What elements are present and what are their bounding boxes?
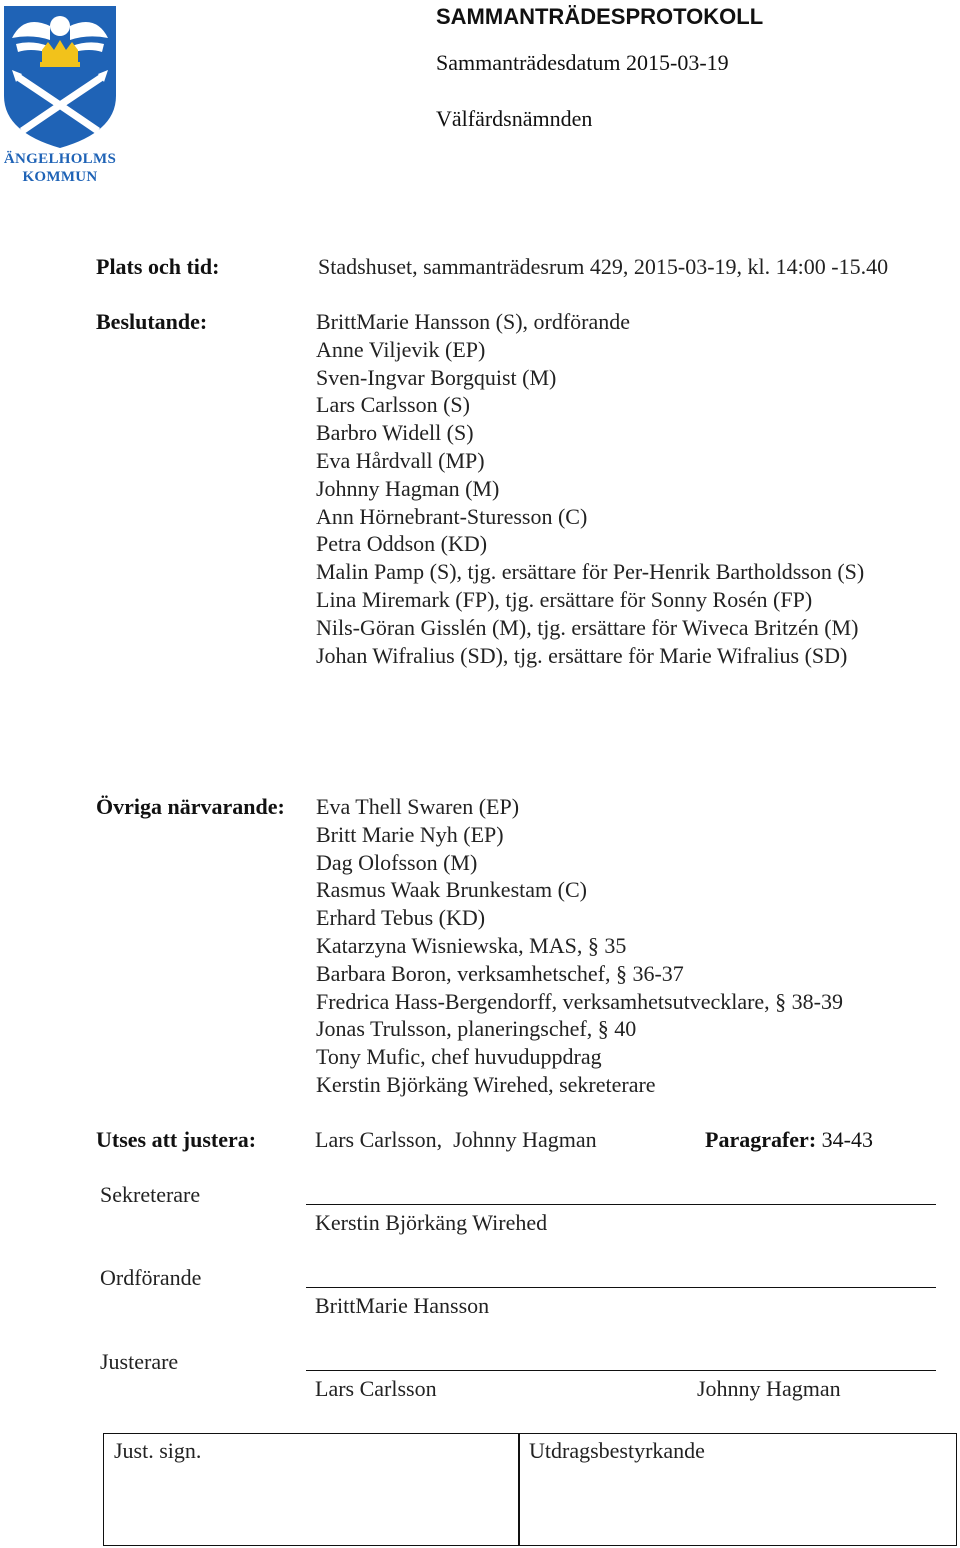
adjust-value: Lars Carlsson, Johnny Hagman	[315, 1127, 597, 1152]
list-item: Tony Mufic, chef huvuduppdrag	[316, 1044, 602, 1070]
adjuster-name-1: Lars Carlsson	[315, 1376, 437, 1401]
list-item: Britt Marie Nyh (EP)	[316, 821, 504, 847]
list-item: Lina Miremark (FP), tjg. ersättare för Sonny Rosén (FP)	[316, 586, 813, 612]
list-item: Malin Pamp (S), tjg. ersättare för Per-Henrik Bartholdsson (S)	[316, 559, 865, 585]
list-item: Fredrica Hass-Bergendorff, verksamhetsutvecklare, § 38-39	[316, 988, 844, 1014]
list-item: BrittMarie Hansson (S), ordförande	[316, 309, 631, 334]
extract-certification-box	[518, 1433, 957, 1546]
others-present-list	[316, 793, 843, 1099]
list-item: Dag Olofsson (M)	[316, 849, 478, 875]
list-item: Eva Thell Swaren (EP)	[316, 794, 520, 819]
coat-of-arms-icon	[2, 4, 118, 150]
document-type: SAMMANTRÄDESPROTOKOLL	[436, 4, 764, 29]
paragraphs-label: Paragrafer:	[705, 1127, 817, 1152]
list-item: Barbro Widell (S)	[316, 420, 474, 446]
list-item: Katarzyna Wisniewska, MAS, § 35	[316, 932, 627, 958]
list-item: Anne Viljevik (EP)	[316, 336, 486, 362]
deciding-list	[316, 308, 864, 669]
place-time-label: Plats och tid:	[96, 254, 220, 279]
adjust-label: Utses att justera:	[96, 1127, 257, 1152]
others-present-label: Övriga närvarande:	[96, 794, 285, 819]
just-sign-box	[103, 1433, 520, 1546]
list-item: Erhard Tebus (KD)	[316, 905, 486, 931]
adjuster-name-2: Johnny Hagman	[697, 1376, 841, 1401]
list-item: Lars Carlsson (S)	[316, 392, 470, 418]
list-item: Rasmus Waak Brunkestam (C)	[316, 877, 587, 903]
logo-text-line1: ÄNGELHOLMS	[3, 151, 117, 167]
secretary-signature-line	[306, 1204, 936, 1205]
deciding-label: Beslutande:	[96, 309, 208, 334]
list-item: Petra Oddson (KD)	[316, 531, 488, 557]
list-item: Johnny Hagman (M)	[316, 475, 500, 501]
chair-name: BrittMarie Hansson	[315, 1293, 490, 1318]
meeting-date: Sammanträdesdatum 2015-03-19	[436, 50, 729, 75]
list-item: Barbara Boron, verksamhetschef, § 36-37	[316, 960, 684, 986]
list-item: Jonas Trulsson, planeringschef, § 40	[316, 1016, 637, 1042]
paragraphs-value: 34-43	[821, 1127, 873, 1152]
extract-certification-label: Utdragsbestyrkande	[529, 1438, 705, 1463]
just-sign-label: Just. sign.	[114, 1438, 202, 1463]
secretary-name: Kerstin Björkäng Wirehed	[315, 1210, 548, 1235]
list-item: Eva Hårdvall (MP)	[316, 447, 485, 473]
list-item: Sven-Ingvar Borgquist (M)	[316, 364, 557, 390]
list-item: Kerstin Björkäng Wirehed, sekreterare	[316, 1071, 656, 1097]
committee-name: Välfärdsnämnden	[436, 106, 593, 131]
place-time-value: Stadshuset, sammanträdesrum 429, 2015-03-19, kl. 14:00 -15.40	[318, 254, 889, 279]
logo-text-line2: KOMMUN	[22, 169, 98, 185]
paragraphs	[705, 1127, 873, 1153]
adjuster-label: Justerare	[100, 1349, 179, 1374]
chair-label: Ordförande	[100, 1265, 202, 1290]
list-item: Ann Hörnebrant-Sturesson (C)	[316, 503, 588, 529]
list-item: Nils-Göran Gisslén (M), tjg. ersättare för Wiveca Britzén (M)	[316, 614, 859, 640]
chair-signature-line	[306, 1287, 936, 1288]
secretary-label: Sekreterare	[100, 1182, 201, 1207]
list-item: Johan Wifralius (SD), tjg. ersättare för Marie Wifralius (SD)	[316, 642, 848, 668]
municipality-logo	[2, 4, 118, 188]
adjuster-signature-line	[306, 1370, 936, 1371]
